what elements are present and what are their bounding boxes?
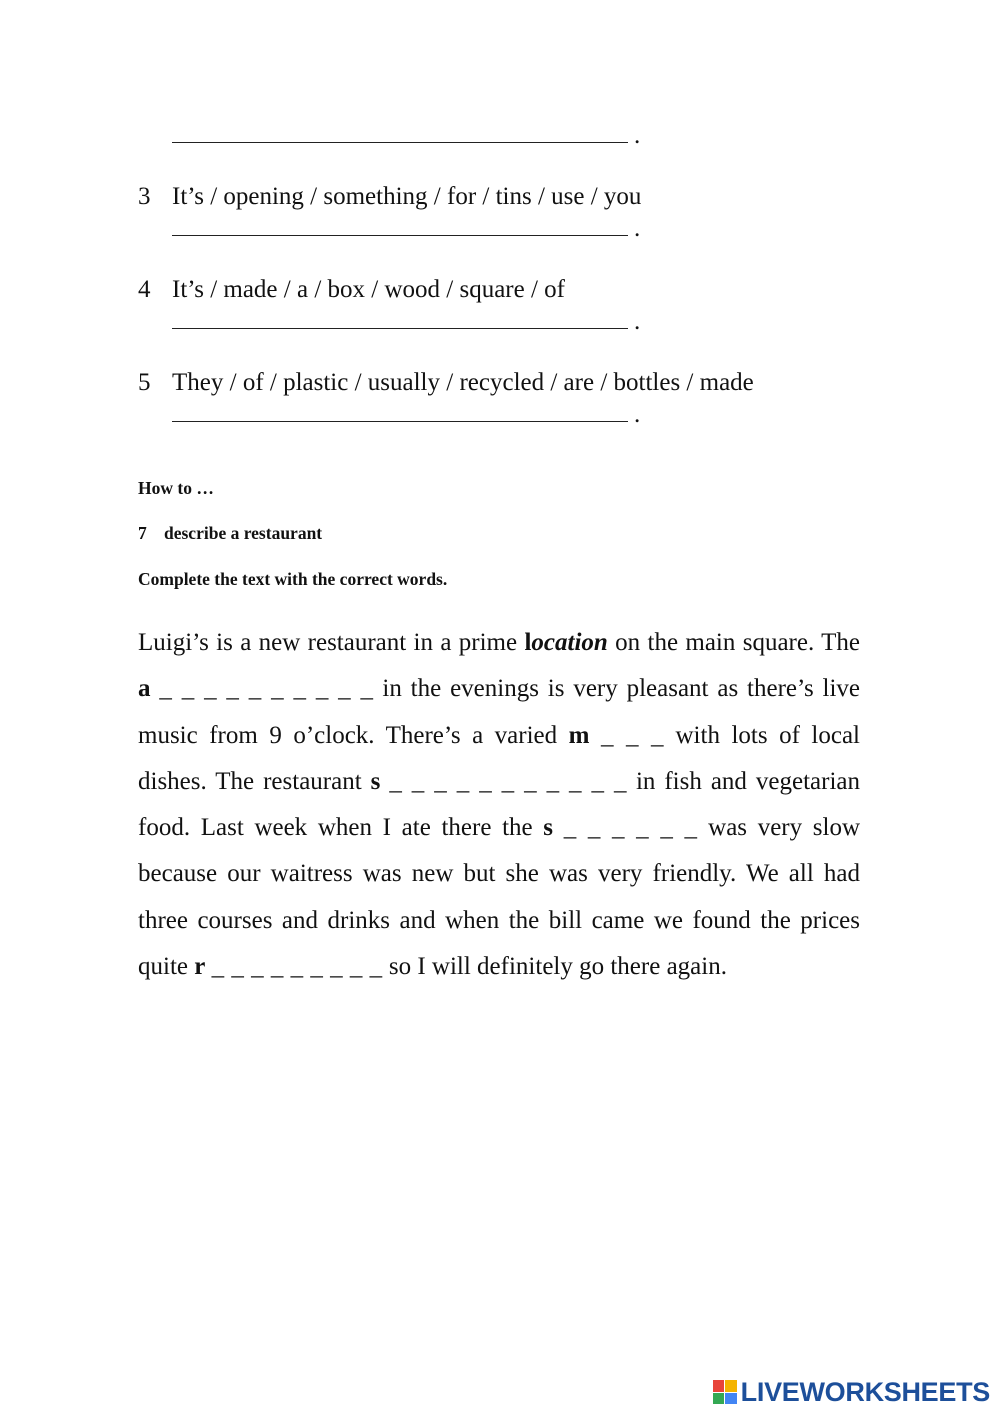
- answer-dot: .: [634, 215, 641, 242]
- logo-text: LIVEWORKSHEETS: [740, 1376, 990, 1407]
- exercise-item-5: [138, 369, 754, 397]
- logo-square: [725, 1393, 737, 1405]
- task-heading: [138, 523, 322, 544]
- passage-text: was very slow because our waitress was new but she was very friendly. We all had three courses and drinks and when the bill came we found the prices quite: [138, 814, 861, 981]
- blank-4-input[interactable]: _ _ _ _ _ _: [563, 814, 698, 842]
- item-prompt: It’s / made / a / box / wood / square / of: [172, 276, 565, 303]
- answer-dot: .: [634, 308, 641, 335]
- answer-line-2[interactable]: [172, 122, 640, 150]
- blank-3-input[interactable]: _ _ _ _ _ _ _ _ _ _ _: [389, 767, 627, 795]
- logo-square: [713, 1393, 725, 1405]
- answer-line-3[interactable]: [172, 215, 640, 243]
- blank-5-letter: r: [194, 953, 206, 981]
- item-number: 4: [138, 276, 151, 303]
- answer-rule: [172, 234, 628, 236]
- blank-5-input[interactable]: _ _ _ _ _ _ _ _ _: [211, 953, 383, 981]
- task-number: 7: [138, 523, 147, 543]
- blank-4-letter: s: [543, 814, 554, 842]
- answer-line-4[interactable]: [172, 308, 640, 336]
- passage-text: with lots of local dishes. The restaurant: [138, 721, 860, 795]
- task-instruction: Complete the text with the correct words.: [138, 569, 448, 589]
- item-prompt: It’s / opening / something / for / tins / use / you: [172, 183, 642, 210]
- answer-rule: [172, 420, 628, 422]
- liveworksheets-logo: [713, 1377, 990, 1407]
- answer-dot: .: [634, 122, 641, 149]
- passage-text: so I will definitely go there again.: [382, 953, 727, 981]
- blank-3-letter: s: [370, 767, 381, 795]
- item-prompt: They / of / plastic / usually / recycled / are / bottles / made: [172, 369, 754, 396]
- exercise-item-4: [138, 276, 565, 304]
- logo-square: [713, 1380, 725, 1392]
- blank-2-input[interactable]: _ _ _: [600, 721, 664, 749]
- passage-text: Luigi’s is a new restaurant in a prime: [138, 629, 525, 656]
- item-number: 3: [138, 183, 151, 210]
- restaurant-passage: [138, 620, 860, 990]
- answer-rule: [172, 327, 628, 329]
- passage-text: on the main square. The: [607, 629, 860, 656]
- logo-square: [725, 1380, 737, 1392]
- passage-text: in fish and vegetarian food. Last week when I ate there the: [138, 767, 860, 842]
- blank-1-input[interactable]: _ _ _ _ _ _ _ _ _ _: [159, 675, 374, 703]
- blank-2-letter: m: [568, 721, 590, 749]
- example-first-letter: l: [524, 629, 532, 656]
- passage-text: in the evenings is very pleasant as there’s live music from 9 o’clock. There’s a varied: [138, 675, 861, 749]
- how-to-heading: How to …: [138, 478, 214, 498]
- example-answer: ocation: [531, 629, 608, 656]
- blank-1-letter: a: [138, 675, 151, 703]
- logo-mark-icon: [713, 1380, 737, 1404]
- exercise-item-3: [138, 183, 641, 211]
- answer-dot: .: [634, 401, 641, 428]
- answer-rule: [172, 141, 628, 143]
- item-number: 5: [138, 369, 151, 396]
- answer-line-5[interactable]: [172, 401, 640, 429]
- task-title: describe a restaurant: [164, 523, 323, 543]
